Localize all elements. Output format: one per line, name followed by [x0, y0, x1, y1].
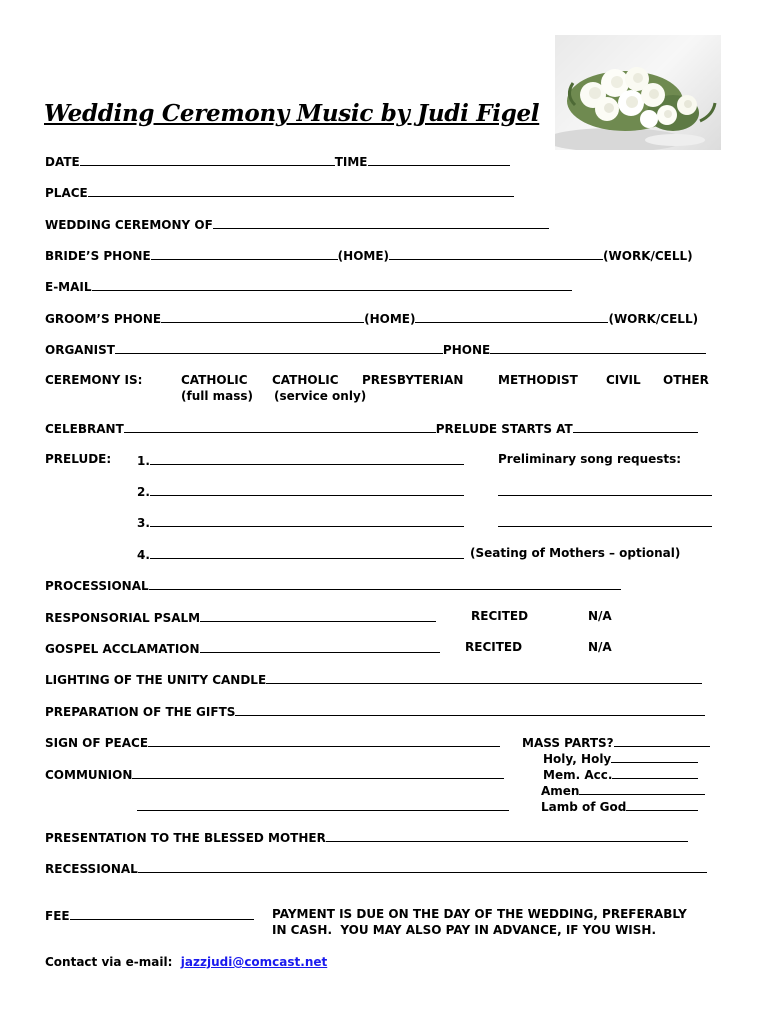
prelude-number-2: 2. — [137, 485, 150, 499]
presentation-field[interactable] — [326, 829, 688, 842]
time-label: TIME — [334, 155, 368, 169]
mem-acc-label: Mem. Acc. — [543, 768, 613, 782]
presentation-label: PRESENTATION TO THE BLESSED MOTHER — [45, 831, 326, 845]
song-request-field-1[interactable] — [498, 483, 712, 496]
responsorial-row — [45, 609, 436, 625]
celebrant-field[interactable] — [124, 420, 436, 433]
ceremony-option-other[interactable]: OTHER — [663, 373, 709, 387]
amen-label: Amen — [541, 784, 580, 798]
prelude-field-1[interactable] — [150, 452, 464, 465]
lamb-label: Lamb of God — [541, 800, 627, 814]
lamb-field[interactable] — [626, 798, 698, 811]
mass-parts-field[interactable] — [614, 734, 710, 747]
brides-phone-label: BRIDE’S PHONE — [45, 249, 151, 263]
prelude-number-3: 3. — [137, 516, 150, 530]
responsorial-field[interactable] — [200, 609, 436, 622]
ceremony-option-catholic-service-sub: (service only) — [274, 389, 367, 403]
prelude-field-4[interactable] — [150, 546, 464, 559]
work-cell-label: (WORK/CELL) — [608, 312, 699, 326]
payment-line-1: PAYMENT IS DUE ON THE DAY OF THE WEDDING, PREFERABLY — [272, 907, 687, 921]
bouquet-icon — [555, 35, 721, 150]
fee-row — [45, 907, 254, 923]
place-field[interactable] — [88, 184, 514, 197]
prelude-line-4 — [137, 546, 464, 562]
processional-row — [45, 577, 621, 593]
ceremony-option-methodist[interactable]: METHODIST — [498, 373, 578, 387]
work-cell-label: (WORK/CELL) — [603, 249, 693, 263]
communion-field-2[interactable] — [137, 798, 509, 811]
ceremony-option-catholic-full[interactable]: CATHOLIC — [181, 373, 248, 387]
seating-note: (Seating of Mothers – optional) — [470, 546, 681, 560]
fee-field[interactable] — [70, 907, 254, 920]
holy-label: Holy, Holy — [543, 752, 612, 766]
phone-label: PHONE — [442, 343, 491, 357]
date-label: DATE — [45, 155, 80, 169]
form-title: Wedding Ceremony Music by Judi Figel — [44, 100, 540, 127]
mass-parts-label: MASS PARTS? — [522, 736, 614, 750]
email-label: E-MAIL — [45, 280, 92, 294]
gifts-row — [45, 703, 705, 719]
mem-acc-row — [543, 766, 698, 782]
gospel-recited-option[interactable]: RECITED — [465, 640, 523, 654]
peace-field[interactable] — [148, 734, 500, 747]
wedding-of-row — [45, 216, 549, 232]
amen-row — [541, 782, 705, 798]
date-field[interactable] — [80, 153, 335, 166]
amen-field[interactable] — [579, 782, 705, 795]
communion-line-2 — [137, 798, 509, 814]
unity-candle-label: LIGHTING OF THE UNITY CANDLE — [45, 673, 267, 687]
prelude-label: PRELUDE: — [45, 452, 112, 466]
wedding-of-field[interactable] — [213, 216, 549, 229]
communion-field[interactable] — [132, 766, 504, 779]
place-row — [45, 184, 514, 200]
processional-field[interactable] — [149, 577, 621, 590]
song-requests-label: Preliminary song requests: — [498, 452, 682, 466]
grooms-phone-row — [45, 310, 698, 326]
ceremony-option-presbyterian[interactable]: PRESBYTERIAN — [362, 373, 464, 387]
recessional-label: RECESSIONAL — [45, 862, 138, 876]
gifts-label: PREPARATION OF THE GIFTS — [45, 705, 236, 719]
ceremony-option-catholic-service[interactable]: CATHOLIC — [272, 373, 339, 387]
prelude-starts-field[interactable] — [573, 420, 698, 433]
celebrant-label: CELEBRANT — [45, 422, 124, 436]
grooms-home-field[interactable] — [161, 310, 364, 323]
peace-label: SIGN OF PEACE — [45, 736, 149, 750]
prelude-number-4: 4. — [137, 548, 150, 562]
fee-label: FEE — [45, 909, 70, 923]
prelude-field-3[interactable] — [150, 514, 464, 527]
gospel-label: GOSPEL ACCLAMATION — [45, 642, 200, 656]
wedding-of-label: WEDDING CEREMONY OF — [45, 218, 213, 232]
recessional-row — [45, 860, 707, 876]
contact-row — [45, 955, 327, 969]
responsorial-recited-option[interactable]: RECITED — [471, 609, 529, 623]
ceremony-is-label: CEREMONY IS: — [45, 373, 143, 387]
grooms-work-field[interactable] — [415, 310, 608, 323]
bouquet-photo — [555, 35, 721, 150]
lamb-row — [541, 798, 698, 814]
contact-label: Contact via e-mail: — [45, 955, 173, 969]
brides-home-field[interactable] — [151, 247, 338, 260]
ceremony-option-catholic-full-sub: (full mass) — [181, 389, 254, 403]
celebrant-row — [45, 420, 698, 436]
unity-candle-field[interactable] — [266, 671, 702, 684]
organist-field[interactable] — [115, 341, 443, 354]
ceremony-option-civil[interactable]: CIVIL — [606, 373, 641, 387]
prelude-starts-label: PRELUDE STARTS AT — [435, 422, 573, 436]
responsorial-label: RESPONSORIAL PSALM — [45, 611, 201, 625]
communion-label: COMMUNION — [45, 768, 133, 782]
peace-row — [45, 734, 500, 750]
payment-line-2: IN CASH. YOU MAY ALSO PAY IN ADVANCE, IF YOU WISH. — [272, 923, 657, 937]
mem-acc-field[interactable] — [612, 766, 698, 779]
prelude-number-1: 1. — [137, 454, 150, 468]
presentation-row — [45, 829, 688, 845]
unity-candle-row — [45, 671, 702, 687]
date-row — [45, 153, 510, 169]
gospel-na-option[interactable]: N/A — [588, 640, 612, 654]
email-field[interactable] — [92, 278, 572, 291]
prelude-field-2[interactable] — [150, 483, 464, 496]
email-link[interactable]: jazzjudi@comcast.net — [180, 955, 328, 969]
song-request-line-1 — [498, 483, 712, 499]
song-request-field-2[interactable] — [498, 514, 712, 527]
time-field[interactable] — [368, 153, 510, 166]
organist-row — [45, 341, 706, 357]
holy-row — [543, 750, 698, 766]
processional-label: PROCESSIONAL — [45, 579, 149, 593]
gifts-field[interactable] — [235, 703, 705, 716]
home-label: (HOME) — [337, 249, 390, 263]
prelude-line-2 — [137, 483, 464, 499]
gospel-row — [45, 640, 440, 656]
brides-phone-row — [45, 247, 693, 263]
grooms-phone-label: GROOM’S PHONE — [45, 312, 162, 326]
email-row — [45, 278, 572, 294]
gospel-field[interactable] — [200, 640, 440, 653]
home-label: (HOME) — [364, 312, 416, 326]
responsorial-na-option[interactable]: N/A — [588, 609, 612, 623]
prelude-line-1 — [137, 452, 464, 468]
mass-parts-row — [522, 734, 710, 750]
prelude-line-3 — [137, 514, 464, 530]
organist-phone-field[interactable] — [490, 341, 706, 354]
brides-work-field[interactable] — [389, 247, 603, 260]
recessional-field[interactable] — [138, 860, 707, 873]
place-label: PLACE — [45, 186, 88, 200]
holy-field[interactable] — [611, 750, 698, 763]
organist-label: ORGANIST — [45, 343, 115, 357]
communion-row — [45, 766, 504, 782]
song-request-line-2 — [498, 514, 712, 530]
